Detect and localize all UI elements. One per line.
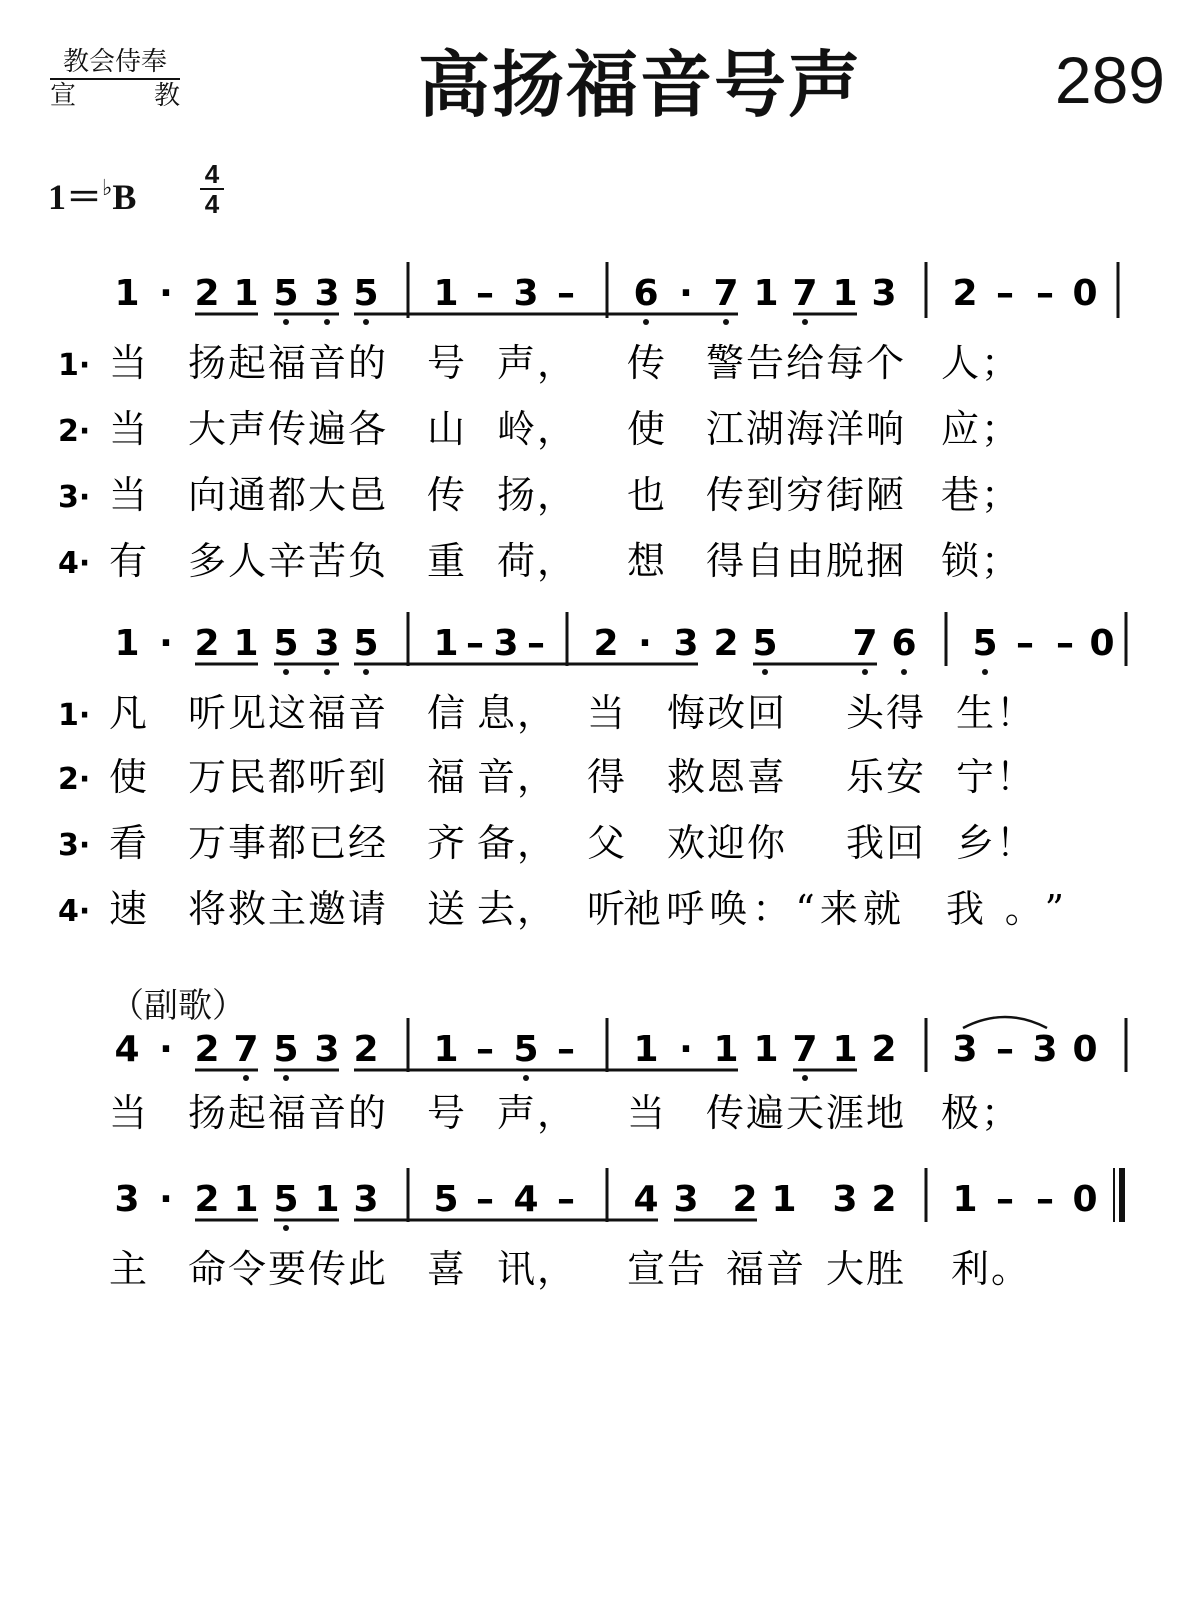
augmentation-dot: · (679, 1029, 693, 1070)
low-octave-dot (283, 669, 289, 675)
low-octave-dot (523, 1075, 529, 1081)
note: 3 (513, 273, 539, 314)
low-octave-dot (283, 319, 289, 325)
lyric-syllable: 巷； (941, 473, 1019, 517)
augmentation-dot: · (638, 623, 652, 664)
flat-sign: ♭ (102, 175, 113, 200)
note: 2 (194, 623, 220, 664)
lyric-syllable: 凡 (108, 691, 148, 735)
note: 1 (433, 623, 459, 664)
lyric-syllable: 声， (497, 341, 575, 385)
lyric-syllable: 去， (477, 887, 555, 931)
note: 1 (952, 1179, 978, 1220)
lyric-syllable: 讯， (497, 1247, 575, 1291)
lyric-syllable: 大胜 (826, 1247, 904, 1291)
low-octave-dot (363, 669, 369, 675)
augmentation-dot: · (159, 1029, 173, 1070)
lyric-syllable: 齐 (426, 821, 466, 865)
note: 1 (233, 273, 259, 314)
tie-arc (963, 1017, 1047, 1028)
lyric-syllable: 大声传遍各 (188, 407, 386, 451)
note: 2 (194, 1179, 220, 1220)
note: 3 (832, 1179, 858, 1220)
note: 5 (273, 273, 299, 314)
verse-number: 2· (58, 762, 91, 797)
lyric-syllable: 我回 (846, 821, 924, 865)
lyric-syllable: 也 (626, 473, 666, 517)
lyric-syllable: 向通都大邑 (188, 473, 386, 517)
dash-extension: – (1016, 623, 1034, 664)
time-signature-bottom: 4 (204, 189, 220, 219)
lyric-syllable: 人； (941, 341, 1019, 385)
note: 5 (273, 1179, 299, 1220)
lyric-syllable: 生！ (956, 691, 1034, 735)
lyric-syllable: 悔改回 (667, 691, 785, 735)
note: 2 (194, 1029, 220, 1070)
lyric-syllable: 锁； (941, 539, 1019, 583)
low-octave-dot (243, 1075, 249, 1081)
lyric-syllable: 乡！ (956, 821, 1034, 865)
lyric-syllable: 扬， (497, 473, 575, 517)
lyric-syllable: 使 (626, 407, 666, 451)
lyric-syllable: 得自由脱捆 (706, 539, 904, 583)
verse-number: 4· (58, 546, 91, 581)
low-octave-dot (283, 1225, 289, 1231)
dash-extension: – (476, 273, 494, 314)
rest: 0 (1072, 1179, 1098, 1220)
lyric-syllable: 音， (477, 755, 555, 799)
low-octave-dot (982, 669, 988, 675)
note: 3 (314, 623, 340, 664)
lyric-syllable: 江湖海洋响 (706, 407, 904, 451)
hymn-number: 289 (1054, 43, 1165, 117)
key-note: B (112, 177, 137, 217)
note: 5 (353, 623, 379, 664)
dash-extension: – (1036, 1179, 1054, 1220)
lyric-syllable: 主 (108, 1247, 148, 1291)
low-octave-dot (643, 319, 649, 325)
lyric-syllable: 当 (108, 473, 148, 517)
dash-extension: – (996, 1179, 1014, 1220)
lyric-syllable: 息， (477, 691, 555, 735)
note: 1 (114, 273, 140, 314)
lyric-syllable: 声， (497, 1091, 575, 1135)
lyric-syllable: 乐安 (846, 755, 924, 799)
lyric-syllable: 备， (477, 821, 555, 865)
low-octave-dot (723, 319, 729, 325)
lyric-syllable: 福音 (726, 1247, 804, 1291)
note: 1 (433, 273, 459, 314)
note: 7 (792, 1029, 818, 1070)
lyric-syllable: 当 (586, 691, 626, 735)
lyric-syllable: 祂呼唤：“来就 (623, 887, 901, 931)
note: 6 (891, 623, 917, 664)
lyric-syllable: 听 (586, 887, 626, 931)
note: 3 (114, 1179, 140, 1220)
verse-number: 4· (58, 894, 91, 929)
lyric-syllable: 得 (586, 755, 626, 799)
augmentation-dot: · (159, 273, 173, 314)
dash-extension: – (557, 273, 575, 314)
augmentation-dot: · (159, 1179, 173, 1220)
lyric-syllable: 传遍天涯地 (706, 1091, 904, 1135)
note: 5 (273, 623, 299, 664)
note: 3 (493, 623, 519, 664)
note: 2 (732, 1179, 758, 1220)
note: 7 (713, 273, 739, 314)
note: 2 (952, 273, 978, 314)
lyric-syllable: 宁！ (956, 755, 1034, 799)
note: 7 (852, 623, 878, 664)
lyric-syllable: 多人辛苦负 (188, 539, 386, 583)
note: 3 (314, 273, 340, 314)
note: 5 (273, 1029, 299, 1070)
note: 2 (194, 273, 220, 314)
lyric-syllable: 岭， (497, 407, 575, 451)
rest: 0 (1072, 1029, 1098, 1070)
lyric-syllable: 欢迎你 (667, 821, 785, 865)
note: 2 (871, 1179, 897, 1220)
verse-number: 1· (58, 698, 91, 733)
lyric-syllable: 我。” (946, 887, 1064, 931)
lyric-syllable: 想 (626, 539, 666, 583)
note: 5 (752, 623, 778, 664)
hymn-title: 高扬福音号声 (417, 42, 862, 127)
low-octave-dot (802, 319, 808, 325)
dash-extension: – (476, 1179, 494, 1220)
chorus-label: （副歌） (110, 986, 246, 1026)
lyric-syllable: 当 (108, 341, 148, 385)
note: 3 (673, 623, 699, 664)
low-octave-dot (802, 1075, 808, 1081)
lyric-syllable: 极； (941, 1091, 1019, 1135)
note: 3 (314, 1029, 340, 1070)
lyric-syllable: 宣告 (627, 1247, 705, 1291)
lyric-syllable: 扬起福音的 (188, 1091, 386, 1135)
note: 2 (713, 623, 739, 664)
dash-extension: – (996, 1029, 1014, 1070)
rest: 0 (1089, 623, 1115, 664)
lyric-syllable: 当 (108, 1091, 148, 1135)
lyric-syllable: 看 (108, 821, 148, 865)
verse-number: 2· (58, 414, 91, 449)
lyric-syllable: 父 (586, 821, 626, 865)
dash-extension: – (557, 1029, 575, 1070)
note: 7 (792, 273, 818, 314)
lyric-syllable: 传到穷街陋 (706, 473, 904, 517)
low-octave-dot (901, 669, 907, 675)
time-signature-top: 4 (200, 160, 224, 190)
note: 5 (972, 623, 998, 664)
note: 5 (513, 1029, 539, 1070)
low-octave-dot (762, 669, 768, 675)
verse-number: 1· (58, 348, 91, 383)
note: 1 (753, 1029, 779, 1070)
note: 5 (433, 1179, 459, 1220)
rest: 0 (1072, 273, 1098, 314)
lyric-syllable: 当 (626, 1091, 666, 1135)
note: 1 (832, 273, 858, 314)
lyric-syllable: 喜 (426, 1247, 466, 1291)
category-bottom: 宣 教 (50, 81, 180, 111)
lyric-syllable: 山 (426, 407, 466, 451)
note: 1 (433, 1029, 459, 1070)
lyric-syllable: 福 (426, 755, 466, 799)
lyric-syllable: 号 (426, 1091, 466, 1135)
lyric-syllable: 送 (426, 887, 466, 931)
augmentation-dot: · (679, 273, 693, 314)
lyric-syllable: 传 (426, 473, 466, 517)
note: 2 (871, 1029, 897, 1070)
lyric-syllable: 扬起福音的 (188, 341, 386, 385)
low-octave-dot (283, 1075, 289, 1081)
note: 1 (314, 1179, 340, 1220)
lyric-syllable: 警告给每个 (706, 341, 904, 385)
note: 1 (233, 1179, 259, 1220)
lyric-syllable: 听见这福音 (188, 691, 386, 735)
note: 1 (771, 1179, 797, 1220)
lyric-syllable: 万事都已经 (188, 821, 386, 865)
verse-number: 3· (58, 480, 91, 515)
note: 3 (353, 1179, 379, 1220)
lyric-syllable: 万民都听到 (188, 755, 386, 799)
note: 1 (633, 1029, 659, 1070)
low-octave-dot (862, 669, 868, 675)
lyric-syllable: 传 (626, 341, 666, 385)
note: 1 (832, 1029, 858, 1070)
note: 6 (633, 273, 659, 314)
key-prefix: 1＝ (48, 177, 103, 217)
lyric-syllable: 重 (426, 539, 466, 583)
dash-extension: – (1056, 623, 1074, 664)
low-octave-dot (324, 669, 330, 675)
category-top: 教会侍奉 (50, 46, 180, 80)
lyric-syllable: 号 (426, 341, 466, 385)
dash-extension: – (527, 623, 545, 664)
lyric-syllable: 使 (108, 755, 148, 799)
lyric-syllable: 利。 (951, 1247, 1029, 1291)
dash-extension: – (996, 273, 1014, 314)
lyric-syllable: 有 (108, 539, 148, 583)
note: 5 (353, 273, 379, 314)
note: 1 (233, 623, 259, 664)
lyric-syllable: 将救主邀请 (188, 887, 386, 931)
note: 1 (114, 623, 140, 664)
dash-extension: – (557, 1179, 575, 1220)
note: 4 (633, 1179, 659, 1220)
dash-extension: – (476, 1029, 494, 1070)
note: 1 (753, 273, 779, 314)
note: 2 (353, 1029, 379, 1070)
lyric-syllable: 速 (108, 887, 148, 931)
note: 3 (1032, 1029, 1058, 1070)
lyric-syllable: 荷， (497, 539, 575, 583)
note: 3 (673, 1179, 699, 1220)
low-octave-dot (363, 319, 369, 325)
lyric-syllable: 应； (941, 407, 1019, 451)
note: 4 (114, 1029, 140, 1070)
dash-extension: – (1036, 273, 1054, 314)
low-octave-dot (324, 319, 330, 325)
lyric-syllable: 头得 (846, 691, 924, 735)
verse-number: 3· (58, 828, 91, 863)
note: 1 (713, 1029, 739, 1070)
note: 3 (952, 1029, 978, 1070)
lyric-syllable: 信 (426, 691, 466, 735)
augmentation-dot: · (159, 623, 173, 664)
note: 3 (871, 273, 897, 314)
note: 7 (233, 1029, 259, 1070)
lyric-syllable: 救恩喜 (667, 755, 785, 799)
dash-extension: – (466, 623, 484, 664)
lyric-syllable: 当 (108, 407, 148, 451)
lyric-syllable: 命令要传此 (188, 1247, 386, 1291)
note: 2 (593, 623, 619, 664)
note: 4 (513, 1179, 539, 1220)
